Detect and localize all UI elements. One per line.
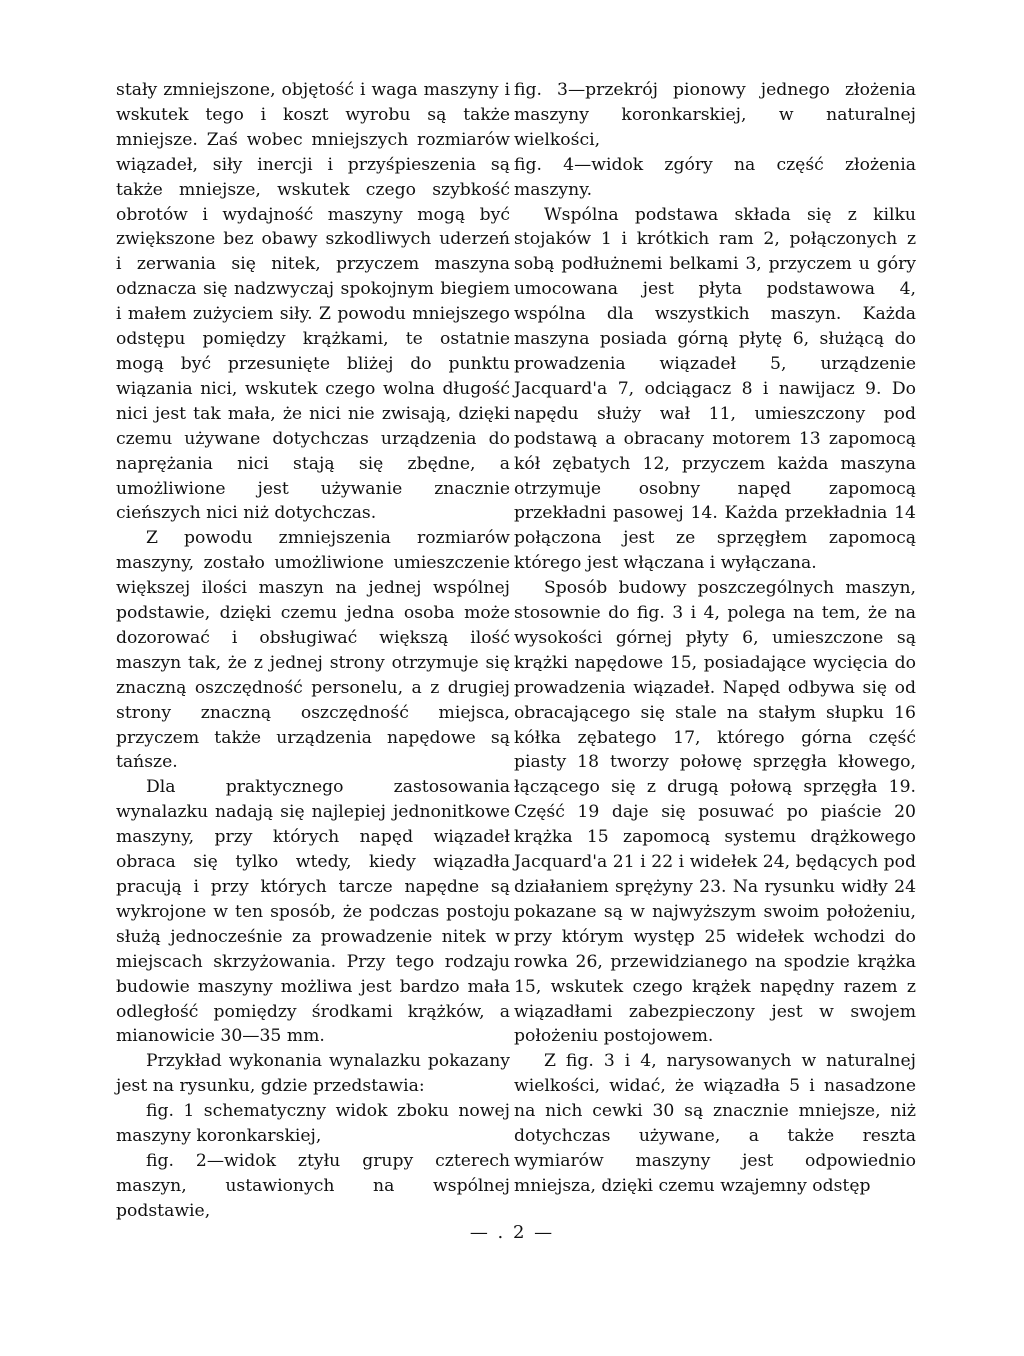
- left-column: [116, 78, 510, 1224]
- paragraph: stały zmniejszone, objętość i waga maszyny i wskutek tego i koszt wyrobu są także mniejsze. Zaś wobec mniejszych rozmiarów wiązadeł, siły inercji i przyśpieszenia są także mniejsze, wskutek czego szybkość obrotów i wydajność maszyny mogą być zwiększone bez obawy szkodliwych uderzeń i zerwania się nitek, przyczem maszyna odznacza się nadzwyczaj spokojnym biegiem i małem zużyciem siły. Z powodu mniejszego odstępu pomiędzy krążkami, te ostatnie mogą być przesunięte bliżej do punktu wiązania nici, wskutek czego wolna długość nici jest tak mała, że nici nie zwisają, dzięki czemu używane dotychczas urządzenia do naprężania nici stają się zbędne, a umożliwione jest używanie znacznie cieńszych nici niż dotychczas.: [116, 80, 510, 524]
- paragraph: Przykład wykonania wynalazku pokazany jest na rysunku, gdzie przedstawia:: [116, 1051, 510, 1097]
- figure-caption-item: fig. 3—przekrój pionowy jednego złożenia maszyny koronkarskiej, w naturalnej wielkości,: [514, 80, 916, 150]
- paragraph: Z powodu zmniejszenia rozmiarów maszyny, zostało umożliwione umieszczenie większej ilości maszyn na jednej wspólnej podstawie, dzięki czemu jedna osoba może dozorować i obsługiwać większą ilość maszyn tak, że z jednej strony otrzymuje się znaczną oszczędność personelu, a z drugiej strony znaczną oszczędność miejsca, przyczem także urządzenia napędowe są tańsze.: [116, 528, 510, 773]
- right-column: [514, 78, 916, 1199]
- paragraph: Sposób budowy poszczególnych maszyn, stosownie do fig. 3 i 4, polega na tem, że na wysokości górnej płyty 6, umieszczone są krążki napędowe 15, posiadające wycięcia do prowadzenia wiązadeł. Napęd odbywa się od obracającego się stale na stałym słupku 16 kółka zębatego 17, którego górna część piasty 18 tworzy połowę sprzęgła kłowego, łączącego się z drugą połową sprzęgła 19. Część 19 daje się posuwać po piaście 20 krążka 15 zapomocą systemu drążkowego Jacquard'a 21 i 22 i widełek 24, będących pod działaniem sprężyny 23. Na rysunku widły 24 pokazane są w najwyższym swoim położeniu, przy którym występ 25 widełek wchodzi do rowka 26, przewidzianego na spodzie krążka 15, wskutek czego krążek napędny razem z wiązadłami zabezpieczony jest w swojem położeniu postojowem.: [514, 578, 916, 1047]
- paragraph: Wspólna podstawa składa się z kilku stojaków 1 i krótkich ram 2, połączonych z sobą podłużnemi belkami 3, przyczem u góry umocowana jest płyta podstawowa 4, wspólna dla wszystkich maszyn. Każda maszyna posiada górną płytę 6, służącą do prowadzenia wiązadeł 5, urządzenie Jacquard'a 7, odciągacz 8 i nawijacz 9. Do napędu służy wał 11, umieszczony pod podstawą a obracany motorem 13 zapomocą kół zębatych 12, przyczem każda maszyna otrzymuje osobny napęd zapomocą przekładni pasowej 14. Każda przekładnia 14 połączona jest ze sprzęgłem zapomocą którego jest włączana i wyłączana.: [514, 204, 916, 574]
- figure-caption-item: fig. 4—widok zgóry na część złożenia maszyny.: [514, 154, 916, 200]
- figure-caption-item: fig. 2—widok ztyłu grupy czterech maszyn, ustawionych na wspólnej podstawie,: [116, 1150, 510, 1221]
- figure-caption-item: fig. 1 schematyczny widok zboku nowej maszyny koronkarskiej,: [116, 1101, 510, 1147]
- paragraph: Z fig. 3 i 4, narysowanych w naturalnej wielkości, widać, że wiązadła 5 i nasadzone na nich cewki 30 są znacznie mniejsze, niż dotychczas używane, a także reszta wymiarów maszyny jest odpowiednio mniejsza, dzięki czemu wzajemny odstęp: [514, 1051, 916, 1196]
- page-number: — . 2 —: [469, 1222, 555, 1243]
- paragraph: Dla praktycznego zastosowania wynalazku nadają się najlepiej jednonitkowe maszyny, przy których napęd wiązadeł obraca się tylko wtedy, kiedy wiązadła pracują i przy których tarcze napędne są wykrojone w ten sposób, że podczas postoju służą jednocześnie za prowadzenie nitek w miejscach skrzyżowania. Przy tego rodzaju budowie maszyny możliwa jest bardzo mała odległość pomiędzy środkami krążków, a mianowicie 30—35 mm.: [116, 777, 510, 1047]
